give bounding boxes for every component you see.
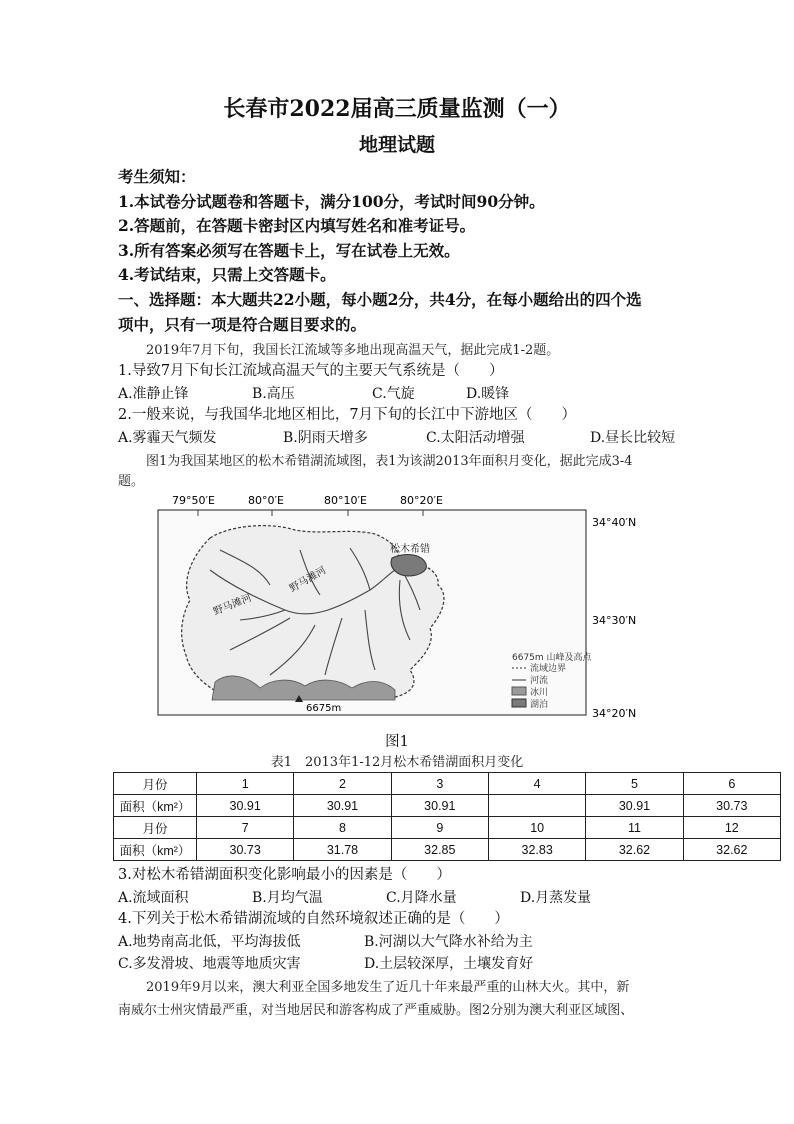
table-cell: 面积（km²） — [114, 839, 197, 861]
lat-label-1: 34°40′N — [592, 516, 637, 529]
lon-label-4: 80°20′E — [400, 494, 443, 507]
notice-item-4: 4.考试结束，只需上交答题卡。 — [118, 265, 336, 284]
lon-label-1: 79°50′E — [172, 494, 215, 507]
question-3-option-a: A.流域面积 — [118, 890, 189, 906]
table-cell: 3 — [391, 773, 488, 795]
table-cell: 32.62 — [683, 839, 780, 861]
table-row — [114, 795, 781, 817]
figure-1-caption: 图1 — [385, 734, 409, 750]
question-1-option-a: A.准静止锋 — [118, 386, 189, 402]
table-cell: 8 — [294, 817, 391, 839]
table-cell: 30.91 — [586, 795, 683, 817]
question-2-stem: 2.一般来说，与我国华北地区相比，7月下旬的长江中下游地区（ ） — [118, 407, 577, 423]
lat-label-2: 34°30′N — [592, 614, 637, 627]
intro-q3-4-line1: 图1为我国某地区的松木希错湖流域图，表1为该湖2013年面积月变化，据此完成3-4 — [146, 454, 633, 469]
table-cell: 12 — [683, 817, 780, 839]
lake-label: 松木希错 — [390, 544, 430, 555]
table-cell: 30.91 — [294, 795, 391, 817]
lake-area-table — [113, 772, 781, 861]
question-3-option-b: B.月均气温 — [252, 890, 323, 906]
lon-label-3: 80°10′E — [324, 494, 367, 507]
table-cell: 7 — [197, 817, 294, 839]
river-label-2: 野马滩河 — [288, 565, 329, 595]
question-4-option-b: B.河湖以大气降水补给为主 — [364, 934, 533, 950]
question-3-option-d: D.月蒸发量 — [520, 890, 592, 906]
page-title: 长春市2022届高三质量监测（一） — [223, 96, 571, 122]
table-cell: 2 — [294, 773, 391, 795]
page-subtitle: 地理试题 — [358, 134, 435, 156]
section-heading-line1: 一、选择题：本大题共22小题，每小题2分，共4分，在每小题给出的四个选 — [118, 290, 642, 309]
question-4-option-d: D.土层较深厚，土壤发育好 — [364, 956, 534, 972]
lake-shape — [391, 555, 426, 576]
intro-q3-4-line2: 题。 — [118, 474, 145, 489]
table-cell: 10 — [488, 817, 585, 839]
question-2-option-c: C.太阳活动增强 — [426, 430, 525, 446]
table-cell: 31.78 — [294, 839, 391, 861]
table-cell: 32.83 — [488, 839, 585, 861]
question-2-option-d: D.昼长比较短 — [590, 430, 676, 446]
question-1-stem: 1.导致7月下旬长江流域高温天气的主要天气系统是（ ） — [118, 363, 504, 379]
table-cell: 5 — [586, 773, 683, 795]
table-cell: 11 — [586, 817, 683, 839]
notice-item-1: 1.本试卷分试题卷和答题卡，满分100分，考试时间90分钟。 — [118, 192, 545, 211]
table-cell: 面积（km²） — [114, 795, 197, 817]
question-1-option-c: C.气旋 — [372, 386, 415, 402]
legend-boundary: 流域边界 — [530, 664, 567, 674]
notice-item-3: 3.所有答案必须写在答题卡上，写在试卷上无效。 — [118, 241, 460, 260]
legend-glacier: 冰川 — [530, 688, 549, 698]
intro-q5-line2: 南威尔士州灾情最严重，对当地居民和游客构成了严重威胁。图2分别为澳大利亚区域图、 — [118, 1003, 634, 1018]
intro-q5-line1: 2019年9月以来，澳大利亚全国多地发生了近几十年来最严重的山林大火。其中，新 — [146, 980, 630, 995]
notice-item-2: 2.答题前，在答题卡密封区内填写姓名和准考证号。 — [118, 216, 476, 235]
lon-label-2: 80°0′E — [248, 494, 284, 507]
legend-river: 河流 — [530, 676, 549, 686]
table-row — [114, 839, 781, 861]
legend-peak: 6675m 山峰及高点 — [512, 653, 592, 663]
notice-heading: 考生须知： — [118, 167, 196, 186]
question-3-stem: 3.对松木希错湖面积变化影响最小的因素是（ ） — [118, 867, 451, 883]
table-row — [114, 773, 781, 795]
table-cell: 1 — [197, 773, 294, 795]
question-1-option-d: D.暖锋 — [466, 386, 510, 402]
table-cell: 30.73 — [683, 795, 780, 817]
table-cell: 32.62 — [586, 839, 683, 861]
table-cell: 月份 — [114, 773, 197, 795]
legend-lake: 湖泊 — [530, 700, 549, 710]
table-cell: 4 — [488, 773, 585, 795]
question-4-option-c: C.多发滑坡、地震等地质灾害 — [118, 956, 301, 972]
table-cell: 32.85 — [391, 839, 488, 861]
lat-label-3: 34°20′N — [592, 707, 637, 720]
table-1-caption: 表1 2013年1-12月松木希错湖面积月变化 — [270, 755, 524, 770]
river-label-1: 野马滩河 — [212, 592, 254, 618]
table-cell: 30.73 — [197, 839, 294, 861]
table-cell — [488, 795, 585, 817]
question-2-option-b: B.阴雨天增多 — [283, 430, 368, 446]
question-4-stem: 4.下列关于松木希错湖流域的自然环境叙述正确的是（ ） — [118, 911, 509, 927]
table-row — [114, 817, 781, 839]
peak-elevation: 6675m — [306, 703, 342, 714]
intro-q1-2: 2019年7月下旬，我国长江流域等多地出现高温天气，据此完成1-2题。 — [146, 343, 560, 358]
table-cell: 6 — [683, 773, 780, 795]
question-2-option-a: A.雾霾天气频发 — [118, 430, 217, 446]
section-heading-line2: 项中，只有一项是符合题目要求的。 — [118, 315, 367, 334]
question-3-option-c: C.月降水量 — [386, 890, 457, 906]
question-4-option-a: A.地势南高北低，平均海拔低 — [118, 934, 301, 950]
table-cell: 9 — [391, 817, 488, 839]
table-cell: 月份 — [114, 817, 197, 839]
table-cell: 30.91 — [197, 795, 294, 817]
lake-basin-map — [120, 490, 680, 730]
question-1-option-b: B.高压 — [252, 386, 295, 402]
table-cell: 30.91 — [391, 795, 488, 817]
